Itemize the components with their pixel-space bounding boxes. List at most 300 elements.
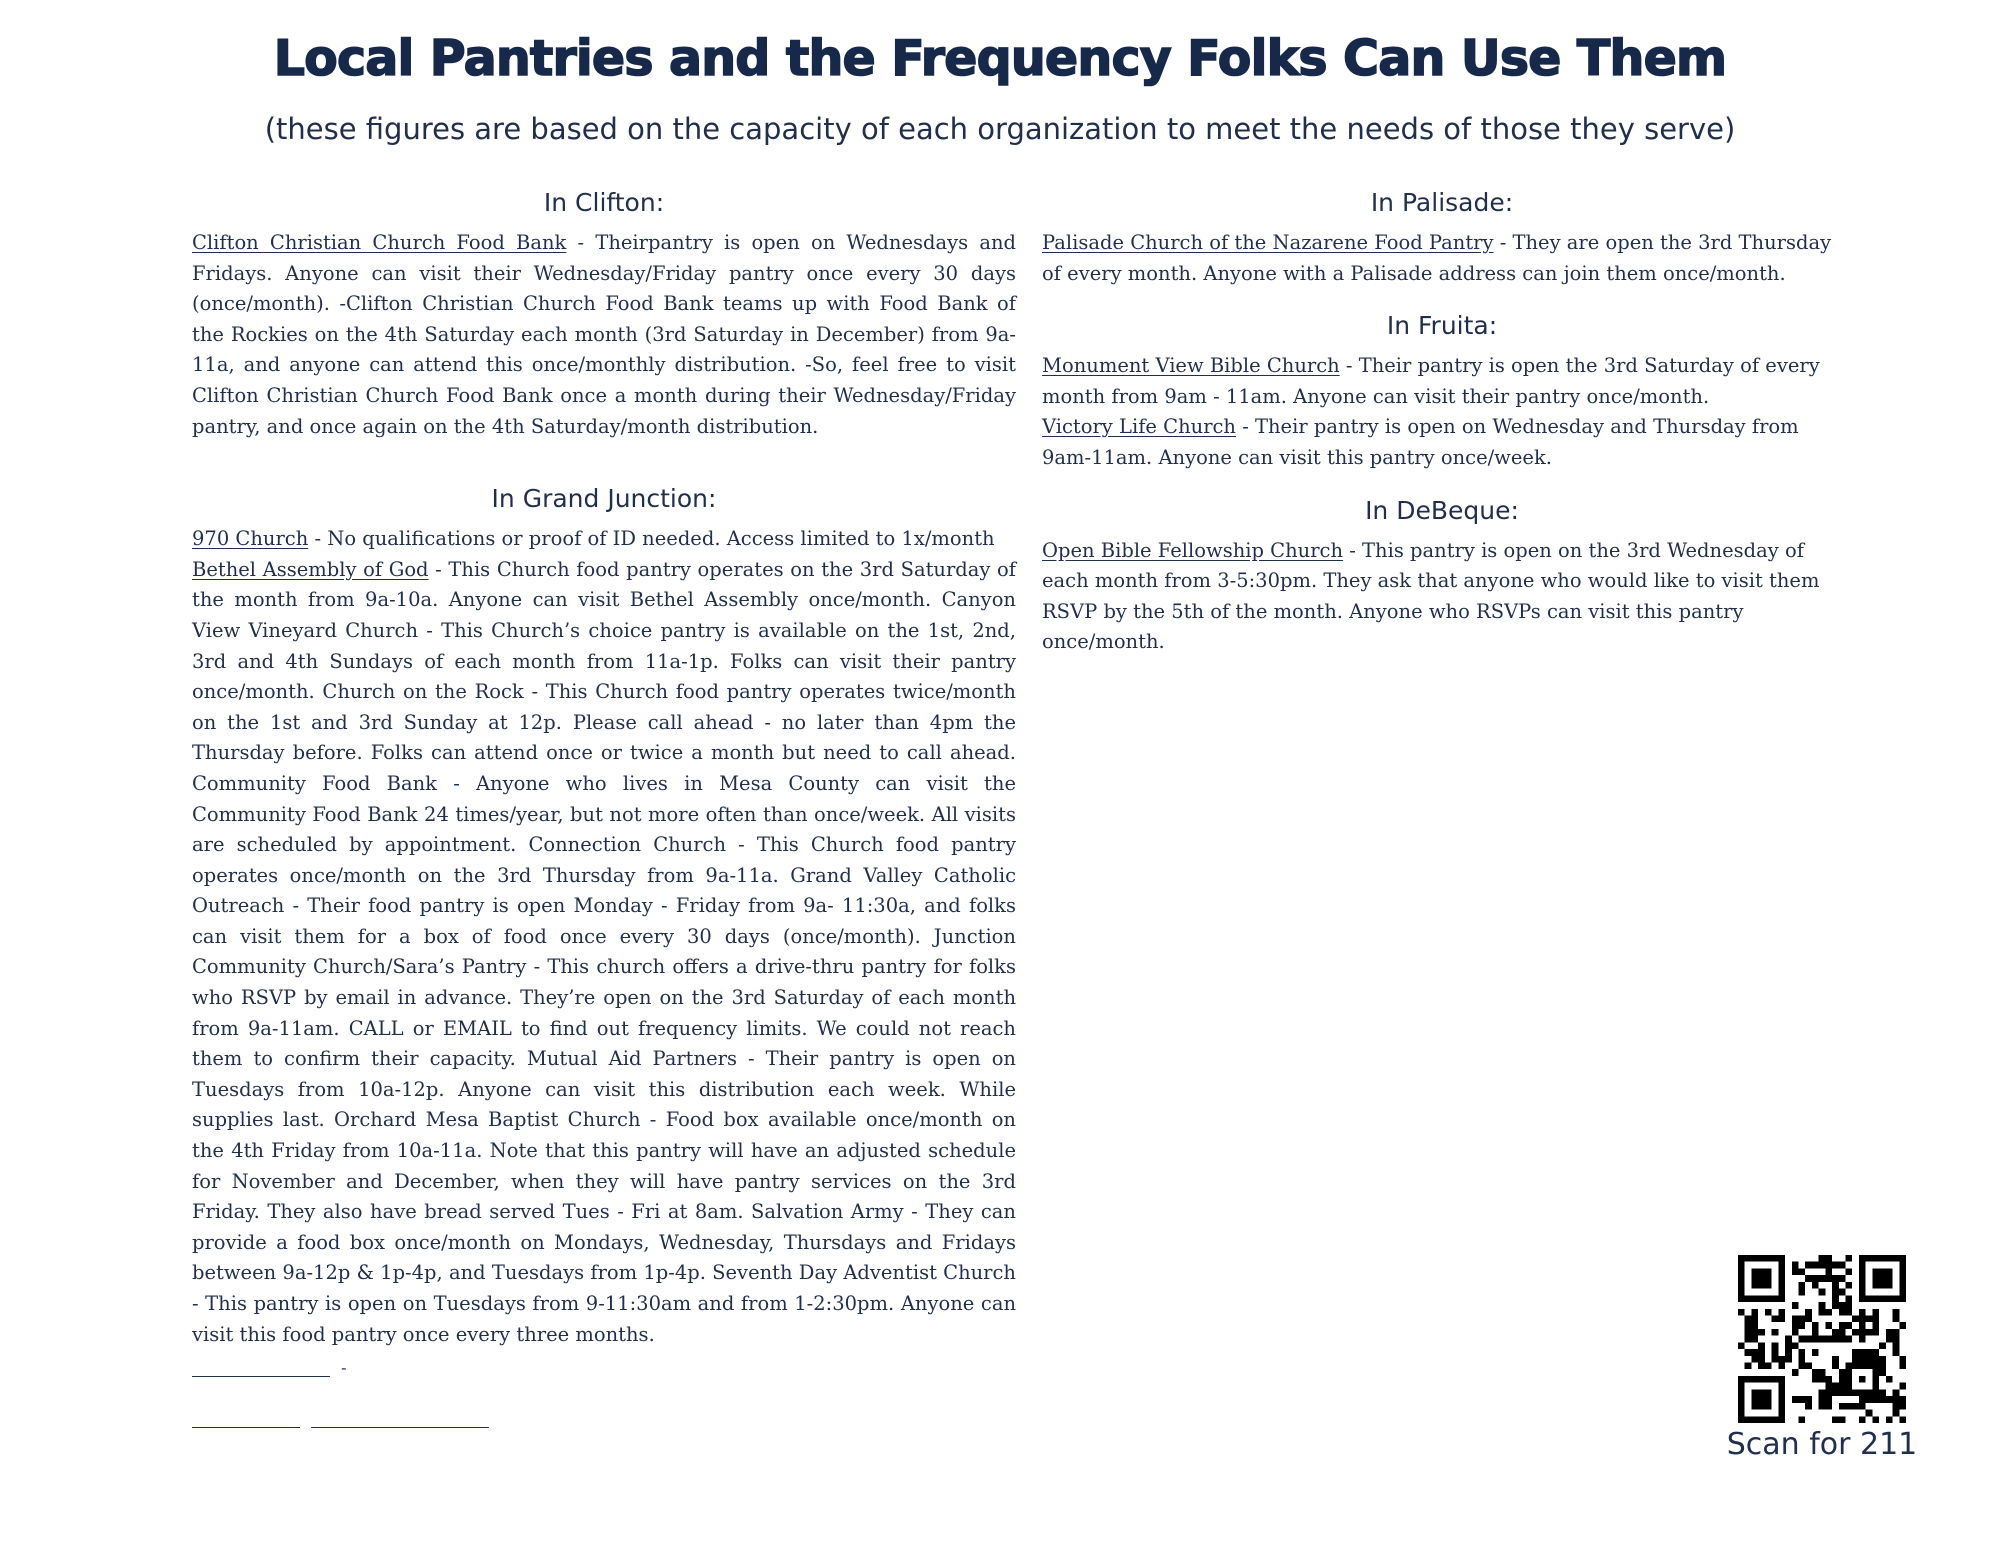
link-open-bible[interactable]: Open Bible Fellowship Church <box>1042 538 1344 562</box>
qr-module <box>1832 1383 1839 1390</box>
qr-module <box>1772 1315 1779 1322</box>
qr-module <box>1778 1262 1785 1269</box>
qr-module <box>1893 1349 1900 1356</box>
qr-module <box>1846 1389 1853 1396</box>
qr-module <box>1805 1275 1812 1282</box>
qr-module <box>1899 1396 1906 1403</box>
qr-module <box>1832 1356 1839 1363</box>
qr-module <box>1893 1329 1900 1336</box>
qr-module <box>1893 1396 1900 1403</box>
heading-palisade: In Palisade: <box>1370 188 1514 217</box>
qr-module <box>1859 1282 1866 1289</box>
qr-module <box>1751 1275 1758 1282</box>
qr-module <box>1765 1268 1772 1275</box>
qr-module <box>1778 1275 1785 1282</box>
qr-module <box>1772 1295 1779 1302</box>
qr-module <box>1825 1336 1832 1343</box>
qr-module <box>1846 1282 1853 1289</box>
qr-module <box>1846 1302 1853 1309</box>
qr-module <box>1893 1315 1900 1322</box>
qr-module <box>1819 1262 1826 1269</box>
qr-module <box>1879 1389 1886 1396</box>
qr-module <box>1893 1342 1900 1349</box>
qr-module <box>1846 1295 1853 1302</box>
qr-module <box>1798 1315 1805 1322</box>
qr-module <box>1798 1289 1805 1296</box>
qr-module <box>1745 1322 1752 1329</box>
qr-module <box>1886 1268 1893 1275</box>
qr-module <box>1745 1255 1752 1262</box>
qr-module <box>1872 1329 1879 1336</box>
qr-module <box>1859 1416 1866 1423</box>
section-clifton <box>192 186 1016 442</box>
qr-module <box>1872 1255 1879 1262</box>
qr-module <box>1893 1403 1900 1410</box>
qr-module <box>1778 1410 1785 1417</box>
qr-module <box>1751 1329 1758 1336</box>
qr-module <box>1805 1309 1812 1316</box>
qr-module <box>1758 1416 1765 1423</box>
qr-module <box>1785 1356 1792 1363</box>
qr-module <box>1778 1268 1785 1275</box>
qr-module <box>1792 1268 1799 1275</box>
entry-clifton-christian <box>192 228 1016 442</box>
qr-module <box>1738 1275 1745 1282</box>
qr-module <box>1852 1329 1859 1336</box>
qr-module <box>1819 1369 1826 1376</box>
qr-module <box>1765 1295 1772 1302</box>
qr-module <box>1899 1416 1906 1423</box>
qr-module <box>1738 1342 1745 1349</box>
qr-module <box>1852 1315 1859 1322</box>
qr-module <box>1745 1349 1752 1356</box>
qr-module <box>1839 1329 1846 1336</box>
heading-fruita: In Fruita: <box>1386 311 1498 341</box>
qr-module <box>1872 1356 1879 1363</box>
qr-module <box>1751 1396 1758 1403</box>
qr-module <box>1899 1383 1906 1390</box>
blank-line <box>192 1427 300 1428</box>
entry-text: - This pantry is open on the 3rd Wednesday of each month from 3-5:30pm. They ask that anyone who would like to visit them RSVP by the 5th of the month. Anyone who RSVPs can visit this pantry once/month. <box>1042 538 1820 654</box>
qr-module <box>1772 1416 1779 1423</box>
qr-module <box>1839 1262 1846 1269</box>
qr-module <box>1859 1329 1866 1336</box>
qr-module <box>1758 1342 1765 1349</box>
entry-text: - This Church food pantry operates on the 3rd Saturday of the month from 9a-10a. Anyone can visit Bethel Assembly once/month. Canyon View Vineyard Church - This Church’s choice pantry is available on the 1st, 2nd, 3rd and 4th Sundays of each month from 11a-1p. Folks can visit their pantry once/month. Church on the Rock - This Church food pantry operates twice/month on the 1st and 3rd Sunday at 12p. Please call ahead - no later than 4pm the Thursday before. Folks can attend once or twice a month but need to call ahead. Community Food Bank - Anyone who lives in Mesa County can visit the Community Food Bank 24 times/year, but not more often than once/week. All visits are scheduled by appointment. Connection Church - This Church food pantry operates once/month on the 3rd Thursday from 9a-11a. Grand Valley Catholic Outreach - Their food pantry is open Monday - Friday from 9a- 11:30a, and folks can visit them for a box of food once every 30 days (once/month). Junction Community Church/Sara’s Pantry - This church offers a drive-thru pantry for folks who RSVP by email in advance. They’re open on the 3rd Saturday of each month from 9a-11am. CALL or EMAIL to find out frequency limits. We could not reach them to confirm their capacity. Mutual Aid Partners - Their pantry is open on Tuesdays from 10a-12p. Anyone can visit this distribution each week. While supplies last. Orchard Mesa Baptist Church - Food box available once/month on the 4th Friday from 10a-11a. Note that this pantry will have an adjusted schedule for November and December, when they will have pantry services on the 3rd Friday. They also have bread served Tues - Fri at 8am. Salvation Army - They can provide a food box once/month on Mondays, Wednesday, Thursdays and Fridays between 9a-12p & 1p-4p, and Tuesdays from 1p-4p. Seventh Day Adventist Church - This pantry is open on Tuesdays from 9-11:30am and from 1-2:30pm. Anyone can visit this food pantry once every three months. <box>192 557 1016 1346</box>
qr-module <box>1859 1403 1866 1410</box>
qr-module <box>1852 1403 1859 1410</box>
qr-module <box>1886 1396 1893 1403</box>
link-clifton-christian-church[interactable]: Clifton Christian Church Food Bank <box>192 231 567 254</box>
link-970-church[interactable]: 970 Church <box>192 527 309 551</box>
qr-module <box>1778 1383 1785 1390</box>
qr-module <box>1792 1342 1799 1349</box>
qr-module <box>1751 1282 1758 1289</box>
qr-module <box>1785 1342 1792 1349</box>
qr-module <box>1832 1336 1839 1343</box>
qr-module <box>1859 1268 1866 1275</box>
qr-module <box>1893 1309 1900 1316</box>
qr-module <box>1866 1410 1873 1417</box>
qr-module <box>1899 1295 1906 1302</box>
qr-module <box>1866 1315 1873 1322</box>
qr-module <box>1832 1295 1839 1302</box>
qr-module <box>1772 1329 1779 1336</box>
qr-module <box>1879 1268 1886 1275</box>
qr-module <box>1785 1349 1792 1356</box>
qr-module <box>1899 1403 1906 1410</box>
link-palisade-nazarene[interactable]: Palisade Church of the Nazarene Food Pantry <box>1042 231 1494 254</box>
entry-monument-view <box>1042 351 1842 412</box>
qr-module <box>1859 1356 1866 1363</box>
qr-module <box>1758 1275 1765 1282</box>
qr-module <box>1859 1295 1866 1302</box>
qr-module <box>1872 1396 1879 1403</box>
qr-module <box>1846 1322 1853 1329</box>
qr-module <box>1758 1329 1765 1336</box>
qr-module <box>1832 1389 1839 1396</box>
qr-module <box>1899 1282 1906 1289</box>
qr-module <box>1839 1309 1846 1316</box>
qr-module <box>1805 1315 1812 1322</box>
qr-module <box>1738 1282 1745 1289</box>
link-victory-life[interactable]: Victory Life Church <box>1042 415 1236 439</box>
qr-module <box>1738 1396 1745 1403</box>
qr-module <box>1738 1268 1745 1275</box>
qr-module <box>1798 1268 1805 1275</box>
qr-module <box>1765 1275 1772 1282</box>
qr-module <box>1852 1349 1859 1356</box>
entry-palisade-nazarene <box>1042 228 1842 289</box>
qr-module <box>1879 1396 1886 1403</box>
qr-module <box>1872 1416 1879 1423</box>
qr-module <box>1805 1403 1812 1410</box>
qr-module <box>1745 1376 1752 1383</box>
qr-module <box>1738 1262 1745 1269</box>
qr-module <box>1859 1396 1866 1403</box>
qr-module <box>1886 1336 1893 1343</box>
section-palisade <box>1042 186 1842 289</box>
qr-module <box>1893 1295 1900 1302</box>
qr-module <box>1866 1295 1873 1302</box>
qr-module <box>1778 1396 1785 1403</box>
qr-module <box>1738 1309 1745 1316</box>
qr-module <box>1839 1383 1846 1390</box>
qr-module <box>1745 1336 1752 1343</box>
qr-module <box>1738 1289 1745 1296</box>
qr-module <box>1899 1255 1906 1262</box>
qr-module <box>1778 1416 1785 1423</box>
qr-module <box>1872 1268 1879 1275</box>
qr-module <box>1772 1356 1779 1363</box>
qr-module <box>1839 1289 1846 1296</box>
qr-module <box>1825 1275 1832 1282</box>
qr-module <box>1738 1376 1745 1383</box>
qr-code-graphic <box>1738 1255 1906 1423</box>
qr-module <box>1785 1336 1792 1343</box>
qr-module <box>1839 1302 1846 1309</box>
qr-module <box>1866 1329 1873 1336</box>
qr-module <box>1825 1309 1832 1316</box>
qr-module <box>1893 1336 1900 1343</box>
section-fruita <box>1042 309 1842 473</box>
qr-module <box>1839 1275 1846 1282</box>
qr-module <box>1819 1275 1826 1282</box>
qr-module <box>1886 1376 1893 1383</box>
qr-module <box>1751 1268 1758 1275</box>
qr-module <box>1758 1268 1765 1275</box>
blank-line <box>311 1427 489 1428</box>
qr-module <box>1886 1295 1893 1302</box>
qr-module <box>1778 1363 1785 1370</box>
qr-module <box>1859 1315 1866 1322</box>
qr-module <box>1758 1363 1765 1370</box>
qr-module <box>1812 1275 1819 1282</box>
qr-module <box>1745 1416 1752 1423</box>
qr-module <box>1825 1396 1832 1403</box>
qr-module <box>1839 1376 1846 1383</box>
qr-module <box>1798 1363 1805 1370</box>
qr-module <box>1839 1369 1846 1376</box>
qr-module <box>1812 1282 1819 1289</box>
qr-module <box>1839 1389 1846 1396</box>
blank-line-row <box>192 1358 1016 1377</box>
qr-module <box>1825 1389 1832 1396</box>
qr-module <box>1751 1322 1758 1329</box>
qr-module <box>1846 1268 1853 1275</box>
qr-module <box>1751 1356 1758 1363</box>
qr-module <box>1852 1356 1859 1363</box>
qr-module <box>1832 1302 1839 1309</box>
qr-module <box>1758 1396 1765 1403</box>
qr-module <box>1805 1336 1812 1343</box>
qr-code-icon[interactable] <box>1738 1255 1906 1423</box>
qr-module <box>1872 1295 1879 1302</box>
qr-module <box>1798 1416 1805 1423</box>
qr-module <box>1792 1262 1799 1269</box>
qr-module <box>1846 1336 1853 1343</box>
qr-module <box>1839 1322 1846 1329</box>
qr-module <box>1738 1416 1745 1423</box>
qr-module <box>1772 1342 1779 1349</box>
qr-module <box>1751 1403 1758 1410</box>
qr-module <box>1872 1322 1879 1329</box>
qr-module <box>1738 1383 1745 1390</box>
qr-module <box>1819 1403 1826 1410</box>
qr-module <box>1778 1295 1785 1302</box>
entry-text: - They are open the 3rd Thursday of every month. Anyone with a Palisade address can join them once/month. <box>1042 231 1832 285</box>
qr-module <box>1778 1289 1785 1296</box>
qr-module <box>1879 1342 1886 1349</box>
qr-module <box>1832 1363 1839 1370</box>
qr-module <box>1866 1255 1873 1262</box>
qr-module <box>1852 1363 1859 1370</box>
qr-module <box>1798 1336 1805 1343</box>
qr-module <box>1751 1315 1758 1322</box>
qr-module <box>1798 1282 1805 1289</box>
trailing-dash: - <box>341 1358 347 1378</box>
qr-module <box>1899 1275 1906 1282</box>
qr-module <box>1879 1282 1886 1289</box>
qr-module <box>1886 1282 1893 1289</box>
qr-module <box>1805 1363 1812 1370</box>
qr-module <box>1859 1389 1866 1396</box>
qr-module <box>1751 1336 1758 1343</box>
page-subtitle: (these figures are based on the capacity of each organization to meet the needs of those they serve) <box>264 112 1736 146</box>
qr-module <box>1846 1403 1853 1410</box>
qr-module <box>1758 1255 1765 1262</box>
qr-module <box>1738 1295 1745 1302</box>
qr-module <box>1758 1349 1765 1356</box>
blank-line <box>192 1376 330 1377</box>
qr-module <box>1879 1356 1886 1363</box>
entry-text: - Their pantry is open on Wednesday and Thursday from 9am-11am. Anyone can visit this pantry once/week. <box>1042 415 1799 469</box>
qr-module <box>1751 1255 1758 1262</box>
qr-module <box>1825 1322 1832 1329</box>
qr-module <box>1825 1376 1832 1383</box>
qr-module <box>1738 1255 1745 1262</box>
link-monument-view[interactable]: Monument View Bible Church <box>1042 354 1340 378</box>
qr-module <box>1778 1389 1785 1396</box>
qr-module <box>1738 1389 1745 1396</box>
qr-module <box>1751 1295 1758 1302</box>
qr-module <box>1812 1329 1819 1336</box>
qr-module <box>1745 1329 1752 1336</box>
qr-module <box>1879 1363 1886 1370</box>
qr-module <box>1745 1295 1752 1302</box>
qr-module <box>1879 1369 1886 1376</box>
qr-module <box>1765 1389 1772 1396</box>
qr-module <box>1899 1262 1906 1269</box>
entry-text: - Theirpantry is open on Wednesdays and Fridays. Anyone can visit their Wednesday/Friday pantry once every 30 days (once/month). -Clifton Christian Church Food Bank teams up with Food Bank of the Rockies on the 4th Saturday each month (3rd Saturday in December) from 9a-11a, and anyone can attend this once/monthly distribution. -So, feel free to visit Clifton Christian Church Food Bank once a month during their Wednesday/Friday pantry, and once again on the 4th Saturday/month distribution. <box>192 231 1016 438</box>
qr-module <box>1805 1396 1812 1403</box>
qr-module <box>1859 1309 1866 1316</box>
qr-module <box>1852 1389 1859 1396</box>
entry-victory-life <box>1042 412 1842 473</box>
qr-module <box>1758 1376 1765 1383</box>
qr-module <box>1886 1255 1893 1262</box>
qr-module <box>1846 1369 1853 1376</box>
qr-module <box>1798 1396 1805 1403</box>
entry-970-church <box>192 524 1016 555</box>
qr-module <box>1738 1403 1745 1410</box>
qr-module <box>1772 1255 1779 1262</box>
qr-module <box>1778 1309 1785 1316</box>
qr-module <box>1812 1349 1819 1356</box>
left-column <box>192 186 1016 1428</box>
qr-module <box>1859 1376 1866 1383</box>
qr-module <box>1819 1255 1826 1262</box>
qr-module <box>1751 1389 1758 1396</box>
qr-module <box>1866 1396 1873 1403</box>
qr-module <box>1872 1363 1879 1370</box>
qr-module <box>1872 1389 1879 1396</box>
qr-module <box>1832 1282 1839 1289</box>
heading-grand-junction: In Grand Junction: <box>491 484 717 514</box>
qr-module <box>1832 1262 1839 1269</box>
page-title: Local Pantries and the Frequency Folks Can Use Them <box>273 30 1727 87</box>
qr-module <box>1832 1416 1839 1423</box>
entry-text: - No qualifications or proof of ID needed. Access limited to 1x/month <box>308 527 995 551</box>
qr-module <box>1846 1309 1853 1316</box>
qr-module <box>1778 1403 1785 1410</box>
qr-module <box>1825 1383 1832 1390</box>
entry-text: - Their pantry is open the 3rd Saturday of every month from 9am - 11am. Anyone can visit their pantry once/month. <box>1042 354 1820 408</box>
qr-module <box>1899 1322 1906 1329</box>
qr-module <box>1886 1275 1893 1282</box>
qr-module <box>1839 1416 1846 1423</box>
qr-module <box>1859 1289 1866 1296</box>
qr-module <box>1832 1275 1839 1282</box>
qr-module <box>1765 1255 1772 1262</box>
qr-module <box>1798 1356 1805 1363</box>
qr-module <box>1872 1369 1879 1376</box>
qr-caption: Scan for 211 <box>1726 1427 1918 1462</box>
qr-module <box>1899 1289 1906 1296</box>
qr-module <box>1792 1396 1799 1403</box>
qr-module <box>1792 1302 1799 1309</box>
right-column <box>1042 186 1842 658</box>
qr-module <box>1832 1289 1839 1296</box>
qr-module <box>1778 1282 1785 1289</box>
qr-module <box>1872 1383 1879 1390</box>
qr-module <box>1846 1255 1853 1262</box>
qr-module <box>1879 1255 1886 1262</box>
qr-module <box>1872 1315 1879 1322</box>
qr-module <box>1778 1315 1785 1322</box>
qr-module <box>1758 1282 1765 1289</box>
qr-module <box>1751 1349 1758 1356</box>
qr-module <box>1819 1302 1826 1309</box>
qr-module <box>1751 1309 1758 1316</box>
qr-module <box>1819 1336 1826 1343</box>
heading-clifton: In Clifton: <box>543 188 665 217</box>
blank-line-row <box>192 1409 1016 1428</box>
qr-module <box>1798 1322 1805 1329</box>
qr-module <box>1798 1349 1805 1356</box>
link-bethel-assembly[interactable]: Bethel Assembly of God <box>192 557 429 581</box>
qr-module <box>1859 1363 1866 1370</box>
qr-module <box>1846 1383 1853 1390</box>
qr-module <box>1778 1255 1785 1262</box>
qr-module <box>1765 1416 1772 1423</box>
qr-module <box>1866 1389 1873 1396</box>
qr-module <box>1859 1349 1866 1356</box>
qr-module <box>1758 1356 1765 1363</box>
qr-module <box>1792 1322 1799 1329</box>
qr-module <box>1872 1309 1879 1316</box>
qr-module <box>1839 1403 1846 1410</box>
qr-module <box>1745 1363 1752 1370</box>
qr-module <box>1872 1282 1879 1289</box>
qr-module <box>1765 1363 1772 1370</box>
qr-module <box>1751 1416 1758 1423</box>
qr-module <box>1772 1349 1779 1356</box>
qr-module <box>1751 1376 1758 1383</box>
section-debeque <box>1042 494 1842 658</box>
qr-module <box>1872 1349 1879 1356</box>
qr-module <box>1866 1349 1873 1356</box>
qr-module <box>1765 1376 1772 1383</box>
qr-module <box>1832 1329 1839 1336</box>
section-grand-junction <box>192 482 1016 1428</box>
qr-module <box>1819 1309 1826 1316</box>
qr-module <box>1872 1376 1879 1383</box>
qr-module <box>1765 1396 1772 1403</box>
qr-module <box>1886 1416 1893 1423</box>
qr-module <box>1825 1262 1832 1269</box>
qr-module <box>1893 1255 1900 1262</box>
